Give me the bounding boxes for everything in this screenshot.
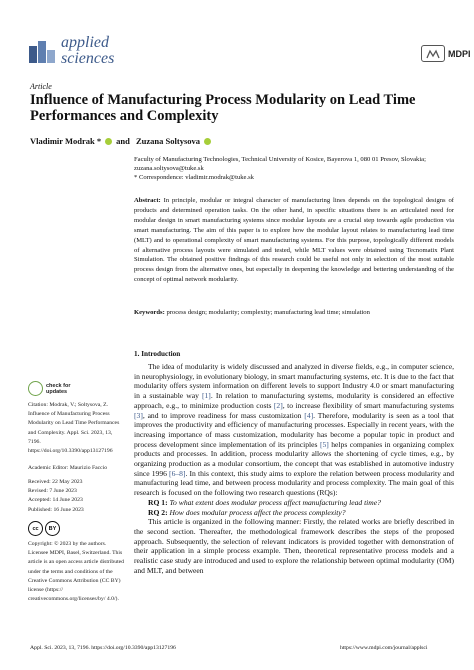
article-title: Influence of Manufacturing Process Modularity on Lead Time Performances and Complexity — [30, 92, 416, 124]
citation-link[interactable]: [1] — [201, 391, 211, 401]
citation-link[interactable]: [5] — [319, 439, 329, 449]
article-type: Article — [30, 82, 52, 91]
journal-name: applied sciences — [61, 34, 115, 67]
author-name[interactable]: Zuzana Soltysova — [136, 136, 200, 146]
correspondence: * Correspondence: vladimir.modrak@tuke.sk — [134, 174, 254, 181]
paragraph: The idea of modularity is widely discussed and analyzed in diverse fields, e.g., in computer science, in neurophysiology, in evolutionary biology, in smart manufacturing systems, etc. It is due to the fact that modularity offers system information on different levels to support Industry 4.0 or smart manufacturing in a sustainable way [1]. In relation to manufacturing systems, modularity is considered an effective approach, e.g., to minimize production costs [2], to increase flexibility of smart manufacturing systems [3], and to improve readiness for mass customization [4]. Therefore, modularity is seen as a tool that improves the productivity and efficiency of manufacturing processes. Especially in recent years, with the increasing importance of mass customization, modularity has become a popular topic in product and process development since implementation of its principles [5] helps companies in organizing complex products and processes. In addition, process modularity allows the shortening of cycle times, e.g., by organizing production as a modular consortium, the concept that was established in automotive industry since 1996 [6–8]. In this context, this study aims to explore the relation between process modularity and manufacturing lead time, and between process modularity and process complexity. The main goal of this research is focused on the following two research questions (RQs): — [134, 362, 455, 498]
by-icon: BY — [45, 521, 60, 536]
abstract-label: Abstract: — [134, 197, 161, 204]
check-icon — [28, 381, 43, 396]
dates: Received: 22 May 2023 Revised: 7 June 2023 Accepted: 14 June 2023 Published: 16 June 2023 — [28, 479, 84, 513]
copyright: Copyright: © 2023 by the authors. Licensee MDPI, Basel, Switzerland. This article is an open access article distributed under the terms and conditions of the Creative Commons Attribution (CC BY) license (https:// creativecommons.org/licenses/by/ 4.0/). — [28, 541, 125, 603]
research-question: RQ 2: How does modular process affect the process complexity? — [148, 507, 346, 517]
section-heading: 1. Introduction — [134, 350, 181, 358]
orcid-icon[interactable] — [105, 138, 112, 145]
abstract: Abstract: In principle, modular or integral character of manufacturing lines depends on the topological designs of products and determined operation tasks. On the other hand, in specific situations there is an articulated need for modular design in smart manufacturing systems since modular layouts are a crucial step towards agile production via smart manufacturing. The aim of this paper is to explore how the modular layout relates to manufacturing lead time (MLT) and to operational complexity of smart manufacturing systems. For this purpose, topologically different models of alternative process layouts were simulated and tested, while MLT values were obtained using Tecnomatix Plant Simulation. The obtained positive findings of this research could be useful not only in selection of the most suitable process design from the alternative ones, but especially in deepening the knowledge and bettering understanding of the concept of optimal network modularity. — [134, 197, 454, 284]
orcid-icon[interactable] — [204, 138, 211, 145]
paragraph: This article is organized in the following manner: Firstly, the related works are briefly described in the second section. Thereafter, the methodological framework describes the steps of the proposed approach. Subsequently, the selection of relevant indicators is provided together with demonstration of their application in a simple process example. Then, theoretical representative process models and a realistic case study are introduced and used to explore the relationship between optimal modularity (OM) and MLT, and between — [134, 517, 454, 575]
author-name[interactable]: Vladimir Modrak * — [30, 136, 102, 146]
keywords: Keywords: process design; modularity; complexity; manufacturing lead time; simulation — [134, 309, 370, 316]
cc-license-badge[interactable] — [28, 521, 60, 536]
citation-info: Citation: Modrak, V.; Soltysova, Z. Influence of Manufacturing Process Modularity on Lead Time Performances and Complexity. Appl. Sci. 2023, 13, 7196. https://doi.org/10.3390/app13127196 — [28, 402, 120, 455]
email-link[interactable]: zuzana.soltysova@tuke.sk — [134, 165, 204, 172]
footer-citation: Appl. Sci. 2023, 13, 7196. https://doi.org/10.3390/app13127196 — [30, 645, 176, 651]
cc-icon: cc — [28, 521, 43, 536]
publisher-logo: MDPI — [421, 45, 471, 62]
footer-journal-link[interactable]: https://www.mdpi.com/journal/applsci — [340, 645, 428, 651]
mdpi-logo-icon — [421, 45, 445, 62]
research-question: RQ 1: To what extent does modular process affect manufacturing lead time? — [148, 497, 381, 507]
journal-logo-icon — [28, 38, 56, 64]
citation-link[interactable]: [4] — [304, 410, 314, 420]
citation-link[interactable]: [2] — [273, 400, 283, 410]
authors: Vladimir Modrak * and Zuzana Soltysova — [30, 136, 213, 146]
academic-editor: Academic Editor: Maurizio Faccio — [28, 465, 108, 471]
citation-link[interactable]: [6–8] — [169, 468, 186, 478]
check-for-updates-badge[interactable]: check for updates — [28, 381, 70, 396]
keywords-label: Keywords: — [134, 309, 165, 316]
body-text — [134, 362, 454, 575]
affiliation: Faculty of Manufacturing Technologies, Technical University of Kosice, Bayerova 1, 080 01 Presov, Slovakia; zuzana.soltysova@tuke.sk * Correspondence: vladimir.modrak@tuke.sk — [134, 155, 454, 182]
citation-link[interactable]: [3] — [134, 410, 143, 420]
